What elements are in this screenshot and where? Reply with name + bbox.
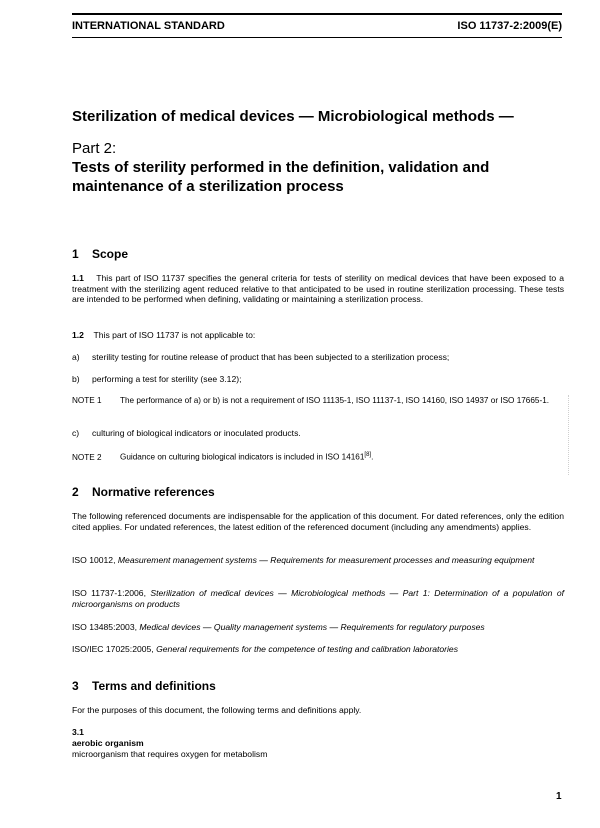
list-text: culturing of biological indicators or inoculated products.	[92, 428, 301, 438]
clause-1-1	[72, 273, 564, 305]
reference-item	[72, 644, 564, 655]
list-text: sterility testing for routine release of product that has been subjected to a sterilization process;	[92, 352, 450, 362]
reference-item	[72, 622, 564, 633]
part-title: Tests of sterility performed in the definition, validation and maintenance of a sterilization process	[72, 159, 490, 195]
reference-code: ISO 11737-1:2006,	[72, 588, 146, 598]
section-number: 2	[72, 485, 79, 499]
note-label: NOTE 2	[72, 452, 102, 462]
reference-title: Sterilization of medical devices — Microbiological methods — Part 1: Determination of a population of microorganisms on products	[72, 588, 564, 609]
section-number: 3	[72, 679, 79, 693]
reference-title: Measurement management systems — Requirements for measurement processes and measuring equipment	[117, 555, 535, 565]
clause-1-2	[72, 330, 564, 341]
section-heading-terms	[72, 679, 216, 693]
list-label: a)	[72, 352, 80, 362]
note-1	[72, 396, 564, 406]
part-label: Part 2:	[72, 140, 117, 157]
note-2	[72, 450, 564, 463]
term-definition: microorganism that requires oxygen for metabolism	[72, 749, 268, 759]
section-heading-normative-references	[72, 485, 215, 499]
reference-title: General requirements for the competence of testing and calibration laboratories	[156, 644, 458, 654]
section-title: Terms and definitions	[92, 679, 216, 693]
list-label: b)	[72, 374, 80, 384]
section-title: Scope	[92, 247, 129, 261]
header-document-number: ISO 11737-2:2009(E)	[457, 20, 562, 32]
list-text: performing a test for sterility (see 3.12);	[92, 374, 242, 384]
bibliography-ref[interactable]: [8]	[364, 452, 372, 458]
margin-marker	[568, 395, 570, 475]
list-item-c	[72, 428, 564, 439]
term-number: 3.1	[72, 727, 84, 737]
list-label: c)	[72, 428, 80, 438]
note-text: Guidance on culturing biological indicators is included in ISO 14161	[120, 452, 365, 462]
term-name: aerobic organism	[72, 738, 144, 748]
note-text: The performance of a) or b) is not a requirement of ISO 11135-1, ISO 11137-1, ISO 14160, ISO 14937 or ISO 17665-1.	[120, 396, 550, 405]
reference-code: ISO 13485:2003,	[72, 622, 137, 632]
terms-intro: For the purposes of this document, the following terms and definitions apply.	[72, 705, 362, 715]
reference-item	[72, 588, 564, 609]
clause-number: 1.2	[72, 330, 84, 340]
list-item-b	[72, 374, 564, 385]
normative-intro: The following referenced documents are indispensable for the application of this document. For dated references, only the edition cited applies. For undated references, the latest edition of the referenced document (including any amendments) applies.	[72, 511, 564, 532]
clause-number: 1.1	[72, 273, 84, 283]
section-number: 1	[72, 247, 79, 261]
reference-item	[72, 555, 564, 566]
section-title: Normative references	[92, 485, 215, 499]
list-item-a	[72, 352, 564, 363]
page-header	[72, 13, 562, 38]
note-end: .	[371, 452, 374, 462]
reference-title: Medical devices — Quality management systems — Requirements for regulatory purposes	[139, 622, 485, 632]
page-number: 1	[556, 791, 562, 802]
document-title: Sterilization of medical devices — Microbiological methods —	[72, 108, 514, 125]
section-heading-scope	[72, 247, 128, 261]
reference-code: ISO 10012,	[72, 555, 116, 565]
clause-text: This part of ISO 11737 specifies the general criteria for tests of sterility on medical devices that have been exposed to a treatment with the sterilizing agent reduced relative to that anticipated to be used in routine sterilization processing. These tests are intended to be performed when defining, validating or maintaining a sterilization process.	[72, 273, 564, 305]
reference-code: ISO/IEC 17025:2005,	[72, 644, 154, 654]
clause-text: This part of ISO 11737 is not applicable to:	[93, 330, 256, 340]
header-standard-label: INTERNATIONAL STANDARD	[72, 20, 225, 32]
note-label: NOTE 1	[72, 396, 102, 405]
